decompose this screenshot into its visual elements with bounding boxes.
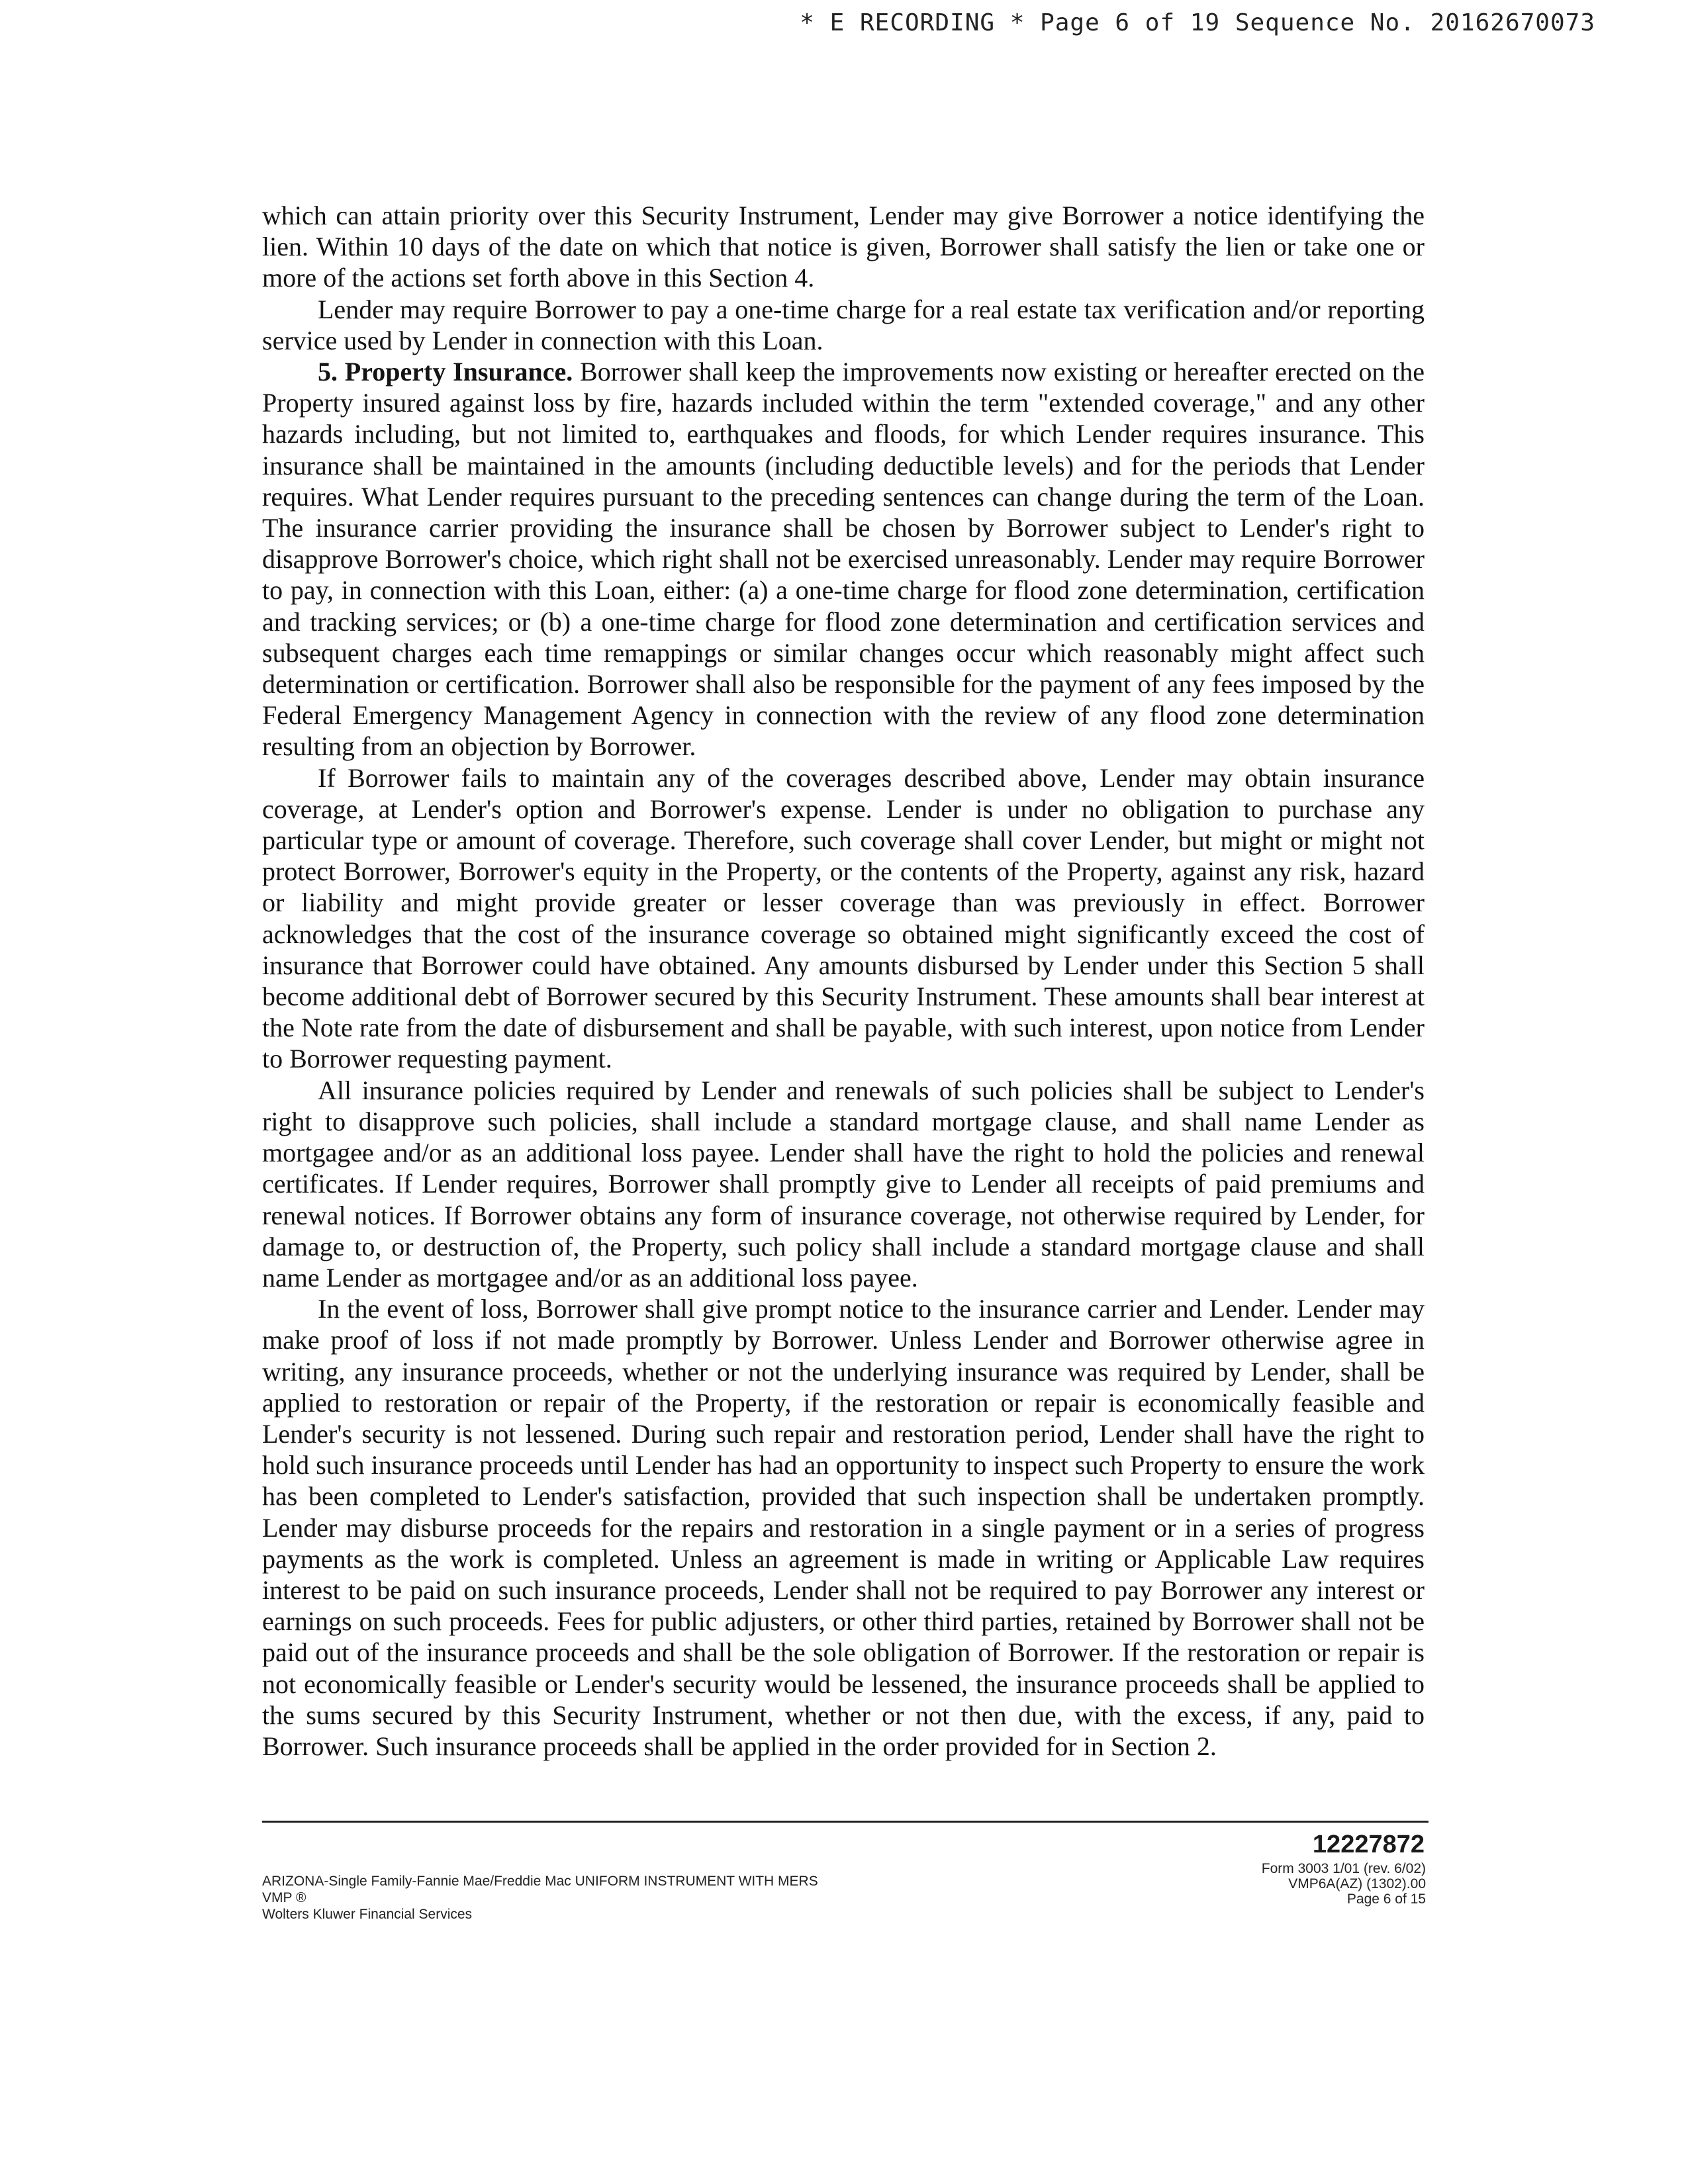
footer-form-info xyxy=(262,1873,818,1923)
document-number: 12227872 xyxy=(1312,1831,1425,1858)
paragraph-property-insurance xyxy=(262,356,1425,762)
footer-vmp-mark: VMP ® xyxy=(262,1890,306,1905)
footer-instrument-name: ARIZONA-Single Family-Fannie Mae/Freddie Mac UNIFORM INSTRUMENT WITH MERS xyxy=(262,1874,818,1889)
paragraph-text: Borrower shall keep the improvements now existing or hereafter erected on the Property insured against loss by fire, hazards included within the term "extended coverage," and any other hazards including, but not limited to, earthquakes and floods, for which Lender requires insurance. This insurance shall be maintained in the amounts (including deductible levels) and for the periods that Lender requires. What Lender requires pursuant to the preceding sentences can change during the term of the Loan. The insurance carrier providing the insurance shall be chosen by Borrower subject to Lender's right to disapprove Borrower's choice, which right shall not be exercised unreasonably. Lender may require Borrower to pay, in connection with this Loan, either: (a) a one-time charge for flood zone determination, certification and tracking services; or (b) a one-time charge for flood zone determination and certification services and subsequent charges each time remappings or similar changes occur which reasonably might affect such determination or certification. Borrower shall also be responsible for the payment of any fees imposed by the Federal Emergency Management Agency in connection with the review of any flood zone determination resulting from an objection by Borrower. xyxy=(262,357,1425,762)
footer-divider xyxy=(262,1821,1429,1823)
footer-publisher: Wolters Kluwer Financial Services xyxy=(262,1907,473,1922)
paragraph-event-of-loss: In the event of loss, Borrower shall give prompt notice to the insurance carrier and Lender. Lender may make proof of loss if not made promptly by Borrower. Unless Lender and Borrower otherwise agree in writing, any insurance proceeds, whether or not the underlying insurance was required by Lender, shall be applied to restoration or repair of the Property, if the restoration or repair is economically feasible and Lender's security is not lessened. During such repair and restoration period, Lender shall have the right to hold such insurance proceeds until Lender has had an opportunity to inspect such Property to ensure the work has been completed to Lender's satisfaction, provided that such inspection shall be undertaken promptly. Lender may disburse proceeds for the repairs and restoration in a single payment or in a series of progress payments as the work is completed. Unless an agreement is made in writing or Applicable Law requires interest to be paid on such insurance proceeds, Lender shall not be required to pay Borrower any interest or earnings on such proceeds. Fees for public adjusters, or other third parties, retained by Borrower shall not be paid out of the insurance proceeds and shall be the sole obligation of Borrower. If the restoration or repair is not economically feasible or Lender's security would be lessened, the insurance proceeds shall be applied to the sums secured by this Security Instrument, whether or not then due, with the excess, if any, paid to Borrower. Such insurance proceeds shall be applied in the order provided for in Section 2. xyxy=(262,1294,1425,1761)
recording-header: * E RECORDING * Page 6 of 19 Sequence No. 20162670073 xyxy=(800,9,1595,36)
paragraph-lien-notice: which can attain priority over this Security Instrument, Lender may give Borrower a notice identifying the lien. Within 10 days of the date on which that notice is given, Borrower shall satisfy the lien or take one or more of the actions set forth above in this Section 4. xyxy=(262,201,1425,293)
paragraph-lender-coverage: If Borrower fails to maintain any of the coverages described above, Lender may obtain insurance coverage, at Lender's option and Borrower's expense. Lender is under no obligation to purchase any particular type or amount of coverage. Therefore, such coverage shall cover Lender, but might or might not protect Borrower, Borrower's equity in the Property, or the contents of the Property, against any risk, hazard or liability and might provide greater or lesser coverage than was previously in effect. Borrower acknowledges that the cost of the insurance coverage so obtained might significantly exceed the cost of insurance that Borrower could have obtained. Any amounts disbursed by Lender under this Section 5 shall become additional debt of Borrower secured by this Security Instrument. These amounts shall bear interest at the Note rate from the date of disbursement and shall be payable, with such interest, upon notice from Lender to Borrower requesting payment. xyxy=(262,762,1425,1074)
document-body xyxy=(262,200,1425,1762)
footer-form-id: Form 3003 1/01 (rev. 6/02) xyxy=(1261,1861,1426,1876)
paragraph-insurance-policies: All insurance policies required by Lender and renewals of such policies shall be subject to Lender's right to disapprove such policies, shall include a standard mortgage clause, and shall name Lender as mortgagee and/or as an additional loss payee. Lender shall have the right to hold the policies and renewal certificates. If Lender requires, Borrower shall promptly give to Lender all receipts of paid premiums and renewal notices. If Borrower obtains any form of insurance coverage, not otherwise required by Lender, for damage to, or destruction of, the Property, such policy shall include a standard mortgage clause and shall name Lender as mortgagee and/or as an additional loss payee. xyxy=(262,1075,1425,1293)
paragraph-tax-verification: Lender may require Borrower to pay a one-time charge for a real estate tax verification and/or reporting service used by Lender in connection with this Loan. xyxy=(262,294,1425,355)
section-heading: 5. Property Insurance. xyxy=(318,357,573,387)
footer-page-number: Page 6 of 15 xyxy=(1346,1891,1426,1907)
footer-vmp-code: VMP6A(AZ) (1302).00 xyxy=(1288,1876,1426,1891)
footer-form-number xyxy=(1262,1861,1426,1907)
